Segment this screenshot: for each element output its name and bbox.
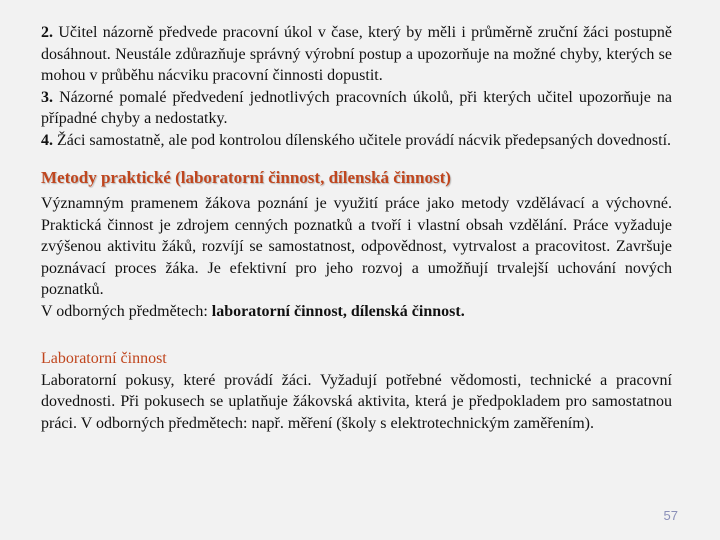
list-item [41,130,672,152]
item-number: 3. [41,88,53,106]
section-paragraph: Významným pramenem žákova poznání je využití práce jako metody vzdělávací a výchovné. Praktická činnost je zdrojem cenných poznatků a tvoří i vlastní obsah vzdělání. Práce vyžaduje zvýšenou aktivitu žáků, rozvíjí se samostatnost, odpovědnost, vytrvalost a pracovitost. Završuje poznávací proces žáka. Je efektivní pro jeho rozvoj a umožňují trvalejší uchování nových poznatků. [41,195,672,298]
item-number: 2. [41,24,53,41]
subject-line-prefix: V odborných předmětech: [41,302,212,320]
item-text: Žáci samostatně, ale pod kontrolou dílenského učitele provádí nácvik předepsaných dovedností. [57,131,672,149]
list-item [41,22,672,87]
section-heading-practical-methods: Metody praktické (laboratorní činnost, dílenská činnost) [41,168,451,187]
subject-line-bold: laboratorní činnost, dílenská činnost. [211,302,465,320]
item-text: Učitel názorně předvede pracovní úkol v čase, který by měli i průměrně zruční žáci postupně dosáhnout. Neustále zdůrazňuje správný výrobní postup a upozorňuje na možné chyby, kterých se mohou v průběhu nácviku pracovní činnosti dopustit. [41,24,673,84]
item-text: Názorné pomalé předvedení jednotlivých pracovních úkolů, při kterých učitel upozorňuje na případné chyby a nedostatky. [41,88,673,127]
item-number: 4. [41,131,53,149]
section-heading-laboratory: Laboratorní činnost [41,350,167,367]
slide-content [41,22,672,434]
section-paragraph: Laboratorní pokusy, které provádí žáci. Vyžadují potřebné vědomosti, technické a pracovní dovednosti. Při pokusech se uplatňuje žákovská aktivita, která je předpokladem pro samostatnou práci. V odborných předmětech: např. měření (školy s elektrotechnickým zaměřením). [41,371,672,432]
subject-line [41,301,672,323]
page-number: 57 [663,508,678,523]
list-item [41,87,672,130]
